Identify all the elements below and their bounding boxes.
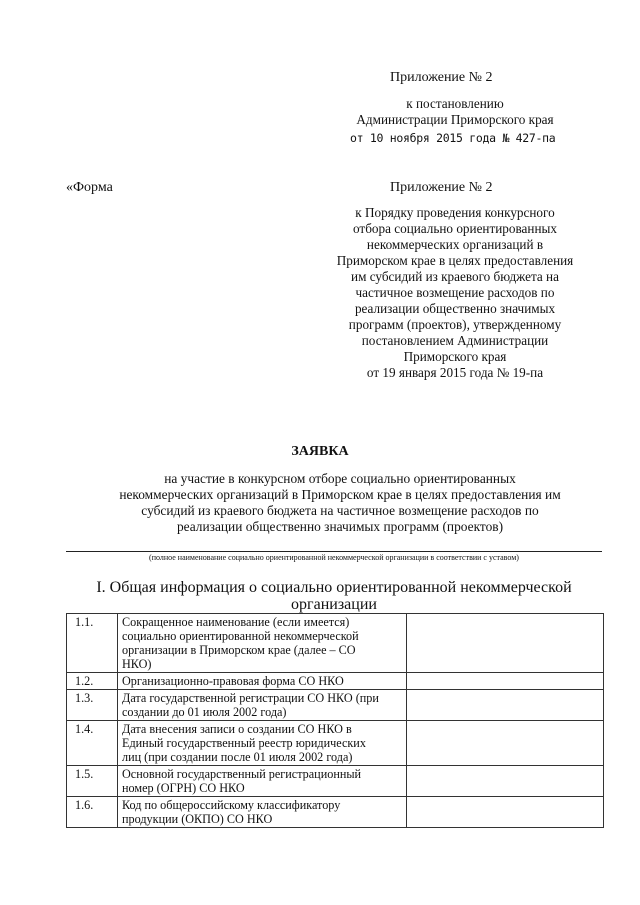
section1-title-line: I. Общая информация о социально ориентированной некоммерческой xyxy=(96,579,572,596)
row-label-line: Код по общероссийскому классификатору xyxy=(122,798,341,812)
appendix2-line: некоммерческих организаций в xyxy=(366,237,544,252)
row-label-line: Единый государственный реестр юридических xyxy=(122,736,366,750)
appendix2-line: реализации общественно значимых xyxy=(354,301,556,316)
row-number: 1.2. xyxy=(67,673,118,690)
appendix2-line: от 19 января 2015 года № 19-па xyxy=(366,365,544,380)
appendix1-title: Приложение № 2 xyxy=(390,70,493,85)
row-label-line: организации в Приморском крае (далее – СО xyxy=(122,643,356,657)
row-value-cell[interactable] xyxy=(407,673,604,690)
general-info-table xyxy=(66,613,604,828)
appendix2-line: к Порядку проведения конкурсного xyxy=(355,205,555,220)
table-row xyxy=(67,614,604,673)
appendix2-lines xyxy=(300,205,610,381)
section1-title-line: организации xyxy=(291,596,377,613)
section1-title xyxy=(66,579,602,613)
application-title: ЗАЯВКА xyxy=(291,444,349,459)
appendix1-decree-lines xyxy=(300,96,610,128)
row-label-line: лиц (при создании после 01 июля 2002 года) xyxy=(122,750,353,764)
organization-name-line xyxy=(66,551,602,552)
row-value-cell[interactable] xyxy=(407,614,604,673)
row-label-line: продукции (ОКПО) СО НКО xyxy=(122,812,273,826)
row-label-line: НКО) xyxy=(122,657,152,671)
row-number: 1.1. xyxy=(67,614,118,673)
row-label-line: номер (ОГРН) СО НКО xyxy=(122,781,245,795)
table-row xyxy=(67,797,604,828)
application-subtitle-line: некоммерческих организаций в Приморском крае в целях предоставления им xyxy=(119,487,561,502)
appendix2-line: Приморского края xyxy=(403,349,507,364)
appendix2-title: Приложение № 2 xyxy=(390,180,493,195)
row-value-cell[interactable] xyxy=(407,766,604,797)
table-row xyxy=(67,690,604,721)
row-label xyxy=(118,766,407,797)
row-number: 1.4. xyxy=(67,721,118,766)
table-row xyxy=(67,721,604,766)
row-label-line: Сокращенное наименование (если имеется) xyxy=(122,615,350,629)
row-label xyxy=(118,673,407,690)
decree-date-number: от 10 ноября 2015 года № 427-па xyxy=(350,131,556,145)
row-number: 1.5. xyxy=(67,766,118,797)
application-subtitle xyxy=(60,471,620,535)
row-number: 1.6. xyxy=(67,797,118,828)
appendix1-line: Администрации Приморского края xyxy=(356,112,554,127)
organization-name-caption: (полное наименование социально ориентированной некоммерческой организации в соответствии с уставом) xyxy=(149,553,519,562)
table-row xyxy=(67,673,604,690)
appendix2-line: отбора социально ориентированных xyxy=(353,221,557,236)
row-label xyxy=(118,721,407,766)
row-label-line: Дата внесения записи о создании СО НКО в xyxy=(122,722,352,736)
row-number: 1.3. xyxy=(67,690,118,721)
row-label-line: Дата государственной регистрации СО НКО (при xyxy=(122,691,379,705)
appendix2-line: Приморском крае в целях предоставления xyxy=(336,253,574,268)
row-label xyxy=(118,797,407,828)
appendix2-line: частичное возмещение расходов по xyxy=(355,285,555,300)
row-label xyxy=(118,614,407,673)
table-row xyxy=(67,766,604,797)
row-label-line: Основной государственный регистрационный xyxy=(122,767,362,781)
application-subtitle-line: субсидий из краевого бюджета на частичное возмещение расходов по xyxy=(141,503,539,518)
row-label-line: социально ориентированной некоммерческой xyxy=(122,629,359,643)
appendix2-line: программ (проектов), утвержденному xyxy=(348,317,562,332)
row-value-cell[interactable] xyxy=(407,690,604,721)
appendix1-line: к постановлению xyxy=(406,96,504,111)
row-label xyxy=(118,690,407,721)
application-subtitle-line: реализации общественно значимых программ (проектов) xyxy=(176,519,504,534)
appendix2-line: им субсидий из краевого бюджета на xyxy=(351,269,559,284)
appendix2-line: постановлением Администрации xyxy=(361,333,549,348)
row-label-line: создании до 01 июля 2002 года) xyxy=(122,705,287,719)
row-value-cell[interactable] xyxy=(407,721,604,766)
row-value-cell[interactable] xyxy=(407,797,604,828)
form-label: «Форма xyxy=(66,180,113,195)
application-subtitle-line: на участие в конкурсном отборе социально ориентированных xyxy=(164,471,516,486)
row-label-line: Организационно-правовая форма СО НКО xyxy=(122,674,344,688)
